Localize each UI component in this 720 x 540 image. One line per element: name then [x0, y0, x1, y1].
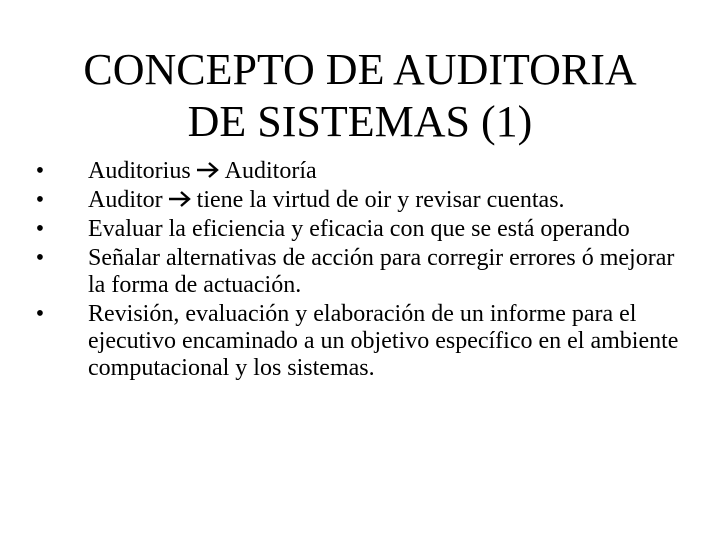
title-line-2: DE SISTEMAS (1) — [187, 97, 533, 146]
bullet-item-senalar — [30, 245, 690, 299]
bullet-item-evaluar — [30, 216, 690, 243]
bullet-text-after: Auditoría — [224, 158, 317, 184]
bullet-item-auditorius — [30, 158, 690, 185]
bullet-dot-icon: • — [35, 301, 45, 327]
bullet-item-auditor — [30, 187, 690, 214]
bullet-text: Revisión, evaluación y elaboración de un informe para el ejecutivo encaminado a un objetivo específico en el ambiente computacional y los sistemas. — [88, 301, 679, 381]
slide-title — [40, 44, 680, 148]
bullet-text-after: tiene la virtud de oir y revisar cuentas. — [196, 187, 565, 213]
bullet-text: Evaluar la eficiencia y eficacia con que se está operando — [88, 216, 630, 242]
bullet-dot-icon: • — [35, 245, 45, 271]
bullet-list — [30, 158, 690, 384]
title-line-1: CONCEPTO DE AUDITORIA — [83, 45, 637, 94]
bullet-text-before: Auditor — [88, 187, 163, 213]
right-arrow-icon — [195, 160, 221, 180]
bullet-item-revision — [30, 301, 690, 382]
bullet-dot-icon: • — [35, 158, 45, 184]
right-arrow-icon — [167, 189, 193, 209]
bullet-text-before: Auditorius — [88, 158, 191, 184]
bullet-dot-icon: • — [35, 187, 45, 213]
bullet-text: Señalar alternativas de acción para corregir errores ó mejorar la forma de actuación. — [88, 245, 675, 298]
bullet-dot-icon: • — [35, 216, 45, 242]
